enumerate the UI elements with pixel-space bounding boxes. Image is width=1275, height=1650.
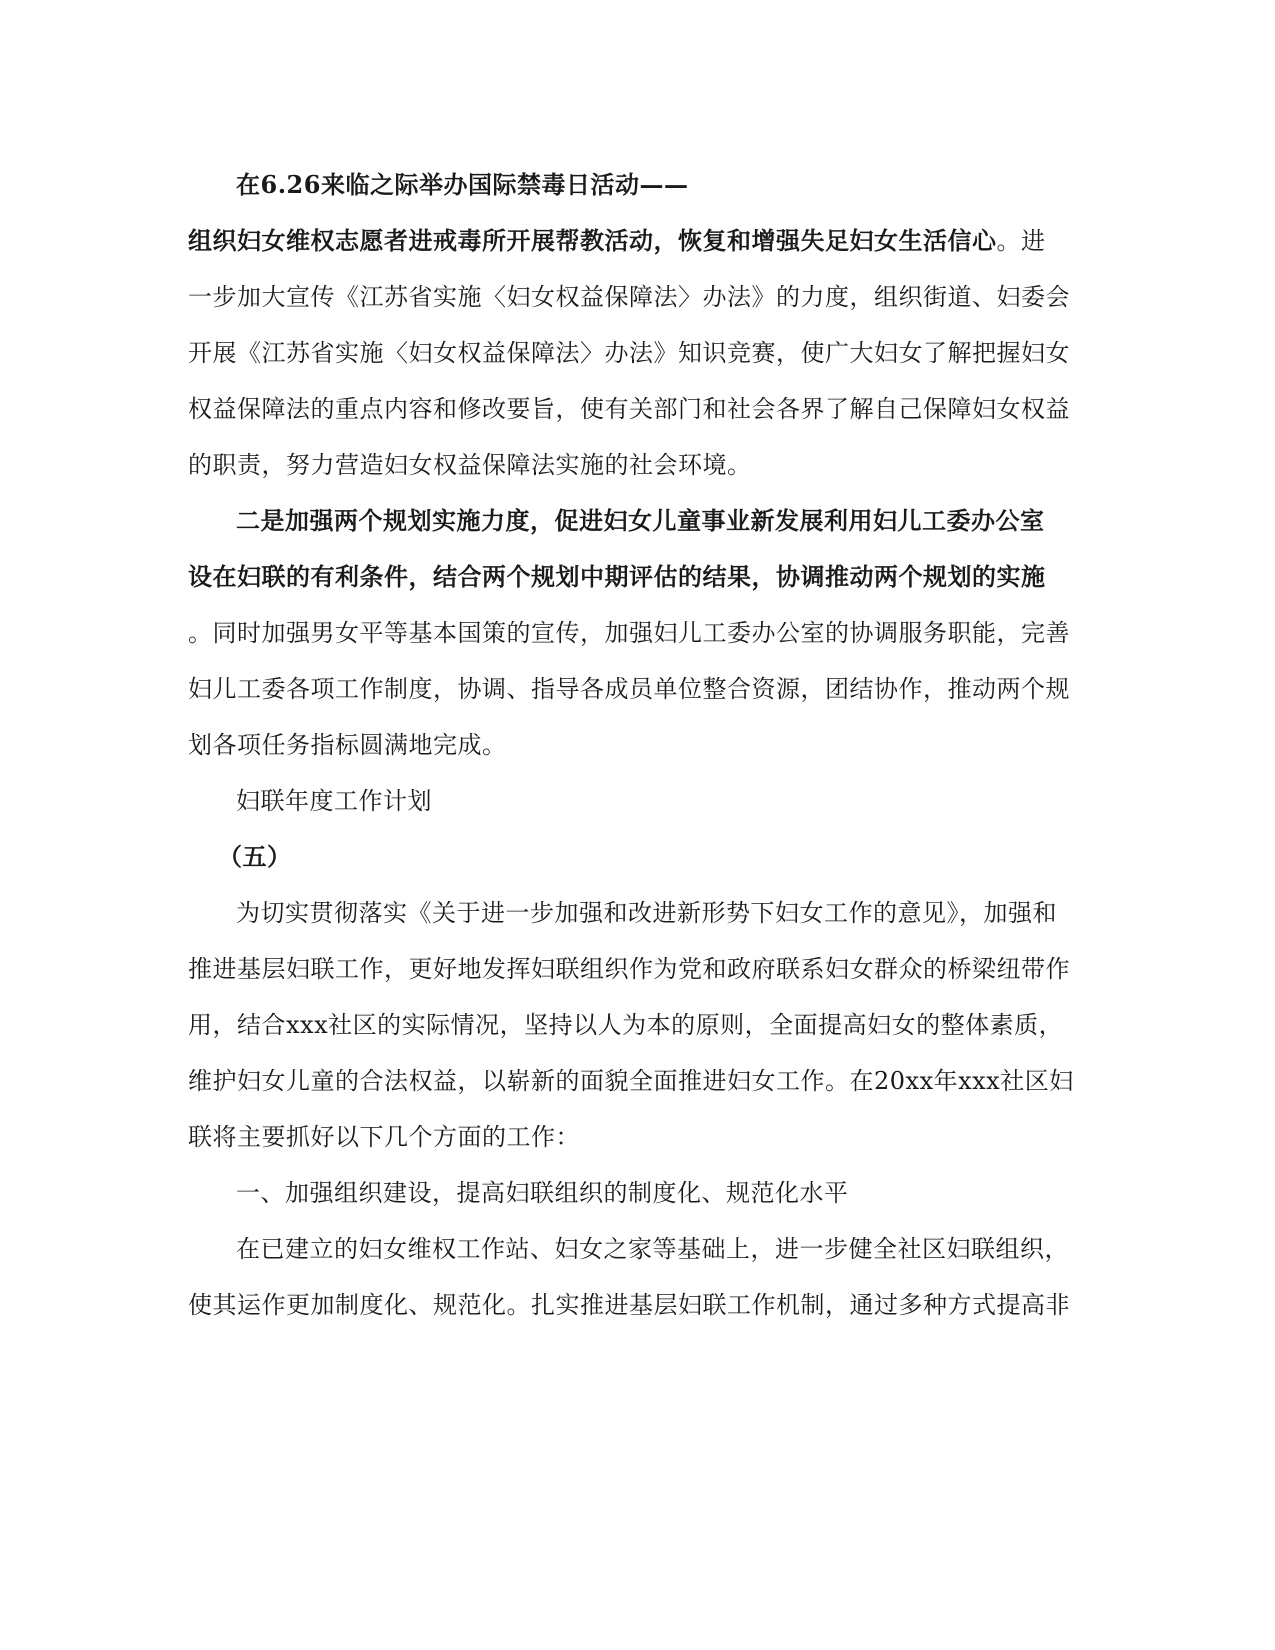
text-line: 用，结合xxx社区的实际情况，坚持以人为本的原则，全面提高妇女的整体素质， — [188, 1011, 1064, 1039]
text-line: 联将主要抓好以下几个方面的工作： — [188, 1123, 580, 1151]
text-line: 在已建立的妇女维权工作站、妇女之家等基础上，进一步健全社区妇联组织， — [236, 1235, 1069, 1263]
text-line: 维护妇女儿童的合法权益，以崭新的面貌全面推进妇女工作。在20xx年xxx社区妇 — [188, 1067, 1074, 1095]
section-number: （五） — [218, 842, 292, 871]
subheading-line: 一、加强组织建设，提高妇联组织的制度化、规范化水平 — [236, 1179, 849, 1207]
heading-line: 在6.26来临之际举办国际禁毒日活动—— — [236, 170, 689, 199]
text-line: 妇儿工委各项工作制度，协调、指导各成员单位整合资源，团结协作，推动两个规 — [188, 675, 1070, 703]
text-line: 划各项任务指标圆满地完成。 — [188, 731, 507, 759]
text-line: 一步加大宣传《江苏省实施〈妇女权益保障法〉办法》的力度，组织街道、妇委会 — [188, 283, 1070, 311]
bold-text: 组织妇女维权志愿者进戒毒所开展帮教活动，恢复和增强失足妇女生活信心 — [188, 226, 997, 255]
text-line: 使其运作更加制度化、规范化。扎实推进基层妇联工作机制，通过多种方式提高非 — [188, 1291, 1070, 1319]
text-line: 的职责，努力营造妇女权益保障法实施的社会环境。 — [188, 451, 752, 479]
section-title: 妇联年度工作计划 — [236, 787, 432, 815]
bold-line: 设在妇联的有利条件，结合两个规划中期评估的结果，协调推动两个规划的实施 — [188, 562, 1046, 591]
text-line: 权益保障法的重点内容和修改要旨，使有关部门和社会各界了解自己保障妇女权益 — [188, 395, 1070, 423]
text-line: 为切实贯彻落实《关于进一步加强和改进新形势下妇女工作的意见》，加强和 — [236, 899, 1057, 927]
text-line: 开展《江苏省实施〈妇女权益保障法〉办法》知识竞赛，使广大妇女了解把握妇女 — [188, 339, 1070, 367]
text-line — [188, 226, 1088, 256]
bold-line: 二是加强两个规划实施力度，促进妇女儿童事业新发展利用妇儿工委办公室 — [236, 506, 1045, 535]
text-line: 。同时加强男女平等基本国策的宣传，加强妇儿工委办公室的协调服务职能，完善 — [188, 619, 1070, 647]
text-span: 。进 — [996, 227, 1046, 255]
text-line: 推进基层妇联工作，更好地发挥妇联组织作为党和政府联系妇女群众的桥梁纽带作 — [188, 955, 1070, 983]
